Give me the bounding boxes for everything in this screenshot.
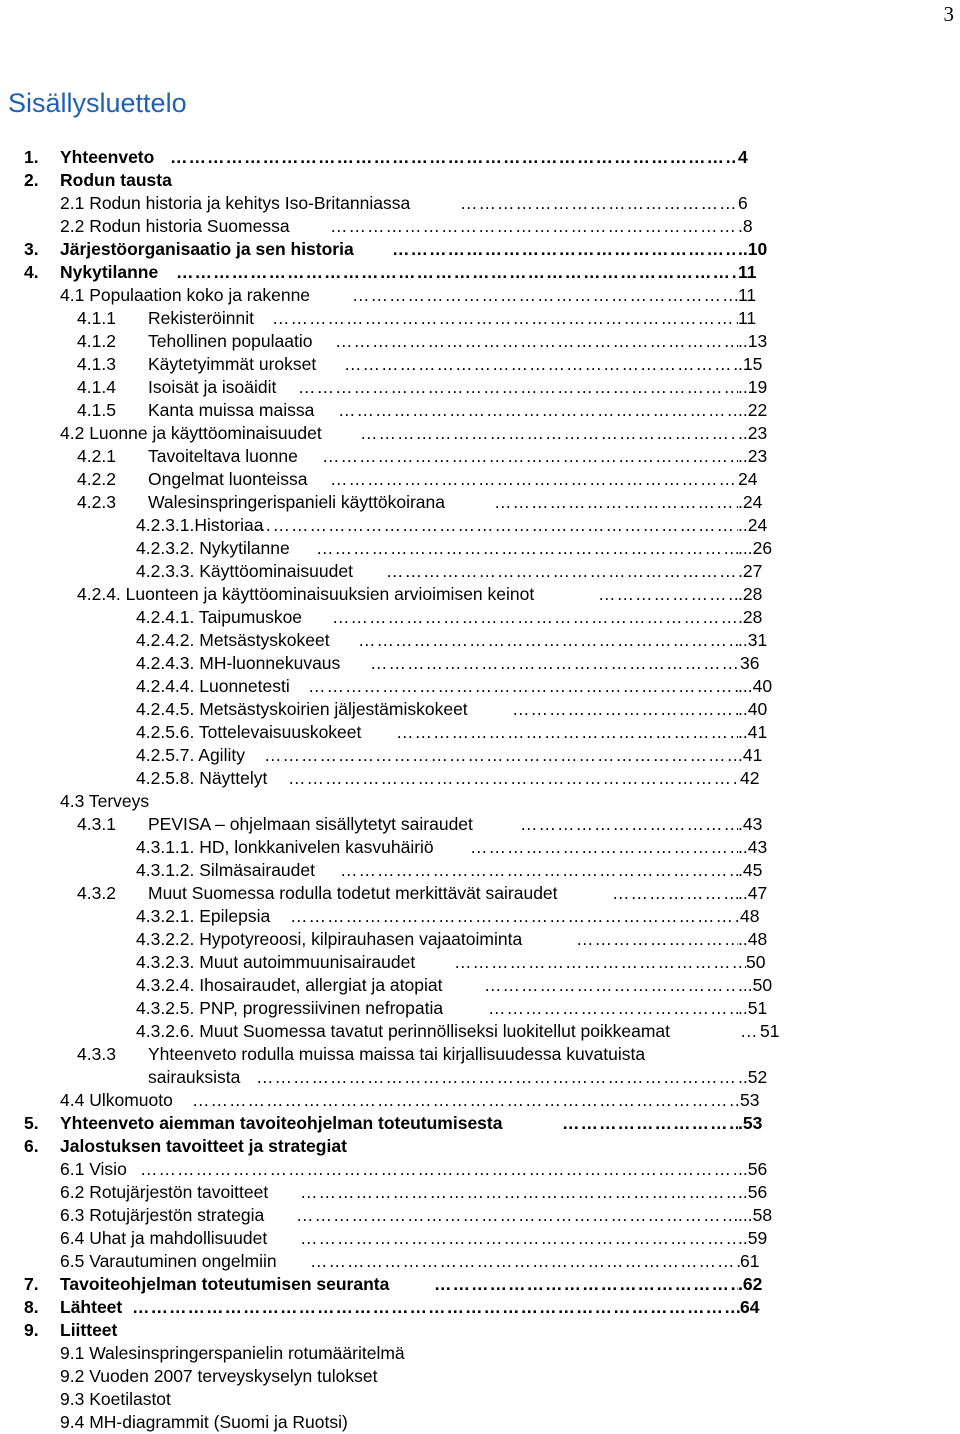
toc-entry-title: 9.2 Vuoden 2007 terveyskyselyn tulokset xyxy=(60,1366,378,1386)
toc-entry xyxy=(0,1158,960,1181)
toc-entry xyxy=(0,1204,960,1227)
toc-entry-page: ...26 xyxy=(738,538,773,558)
toc-entry xyxy=(0,1020,960,1043)
toc-entry-title: 9.4 MH-diagrammit (Suomi ja Ruotsi) xyxy=(60,1412,348,1432)
toc-entry-title: 4.2.4.2. Metsästyskokeet xyxy=(136,630,330,650)
toc-entry-title: Tehollinen populaatio xyxy=(148,331,313,351)
toc-entry xyxy=(0,1181,960,1204)
toc-entry-page: .15 xyxy=(738,354,763,374)
toc-entry-title: 6.5 Varautuminen ongelmiin xyxy=(60,1251,277,1271)
toc-entry-title: 4.2.3.2. Nykytilanne xyxy=(136,538,290,558)
toc-dot-leader xyxy=(454,951,746,974)
toc-entry-title: Käytetyimmät urokset xyxy=(148,354,317,374)
toc-entry-title: 4.1 Populaation koko ja rakenne xyxy=(60,285,311,305)
toc-entry-number: 4.3.3 xyxy=(77,1044,116,1064)
toc-dot-leader xyxy=(386,560,738,583)
toc-entry xyxy=(0,882,960,905)
toc-entry-title: sairauksista xyxy=(148,1067,241,1087)
toc-entry-page: 6 xyxy=(738,193,748,213)
toc-entry xyxy=(0,951,960,974)
toc-entry-page: 42 xyxy=(740,768,760,788)
toc-dot-leader xyxy=(740,1020,760,1043)
toc-entry xyxy=(0,997,960,1020)
toc-entry-title: 4.2.4.5. Metsästyskoirien jäljestämiskokeet xyxy=(136,699,468,719)
toc-dot-leader xyxy=(338,399,738,422)
toc-dot-leader xyxy=(176,261,738,284)
toc-dot-leader xyxy=(330,468,738,491)
toc-entry-page: .53 xyxy=(738,1113,763,1133)
toc-entry-title: Walesinspringerispanieli käyttökoirana xyxy=(148,492,445,512)
toc-entry xyxy=(0,1043,960,1066)
toc-entry xyxy=(0,537,960,560)
toc-entry xyxy=(0,974,960,997)
toc-entry-page: ..47 xyxy=(738,883,768,903)
toc-entry xyxy=(0,1112,960,1135)
toc-entry-number: 4.2.1 xyxy=(77,446,116,466)
toc-entry-number: 4.1.5 xyxy=(77,400,116,420)
toc-entry-title: 6.3 Rotujärjestön strategia xyxy=(60,1205,265,1225)
toc-entry-title: 4.3.2.5. PNP, progressiivinen nefropatia xyxy=(136,998,444,1018)
toc-entry-title: Yhteenveto rodulla muissa maissa tai kirjallisuudessa kuvatuista xyxy=(148,1044,646,1064)
toc-entry-number: 8. xyxy=(24,1297,39,1317)
toc-dot-leader xyxy=(460,192,738,215)
toc-entry xyxy=(0,744,960,767)
toc-entry-page: 36 xyxy=(740,653,760,673)
toc-entry xyxy=(0,1273,960,1296)
toc-entry-title: 4.2.3.3. Käyttöominaisuudet xyxy=(136,561,353,581)
toc-entry xyxy=(0,330,960,353)
toc-entry-page: ...58 xyxy=(738,1205,773,1225)
toc-entry-title: Yhteenveto aiemman tavoiteohjelman toteutumisesta xyxy=(60,1113,503,1133)
toc-dot-leader xyxy=(332,606,738,629)
toc-entry-title: 4.3.2.1. Epilepsia xyxy=(136,906,271,926)
toc-entry xyxy=(0,238,960,261)
toc-entry-page: .43 xyxy=(738,814,763,834)
toc-entry xyxy=(0,399,960,422)
toc-entry-page: 50 xyxy=(746,952,766,972)
toc-dot-leader xyxy=(322,445,738,468)
toc-entry-number: 4.3.1 xyxy=(77,814,116,834)
toc-entry-page: ..19 xyxy=(738,377,768,397)
toc-entry xyxy=(0,261,960,284)
toc-entry xyxy=(0,284,960,307)
toc-dot-leader xyxy=(310,1250,740,1273)
toc-entry-title: 4.3.2.3. Muut autoimmuunisairaudet xyxy=(136,952,416,972)
toc-entry xyxy=(0,215,960,238)
toc-entry-page: ..52 xyxy=(738,1067,768,1087)
toc-entry-number: 5. xyxy=(24,1113,39,1133)
toc-entry-page: ..48 xyxy=(738,929,768,949)
toc-entry-title: 4.2.4.1. Taipumuskoe xyxy=(136,607,303,627)
toc-entry-page: .24 xyxy=(738,492,763,512)
toc-entry-title: 6.4 Uhat ja mahdollisuudet xyxy=(60,1228,268,1248)
toc-entry-page: 51 xyxy=(760,1021,780,1041)
toc-entry xyxy=(0,1066,960,1089)
toc-entry-number: 4.2.2 xyxy=(77,469,116,489)
toc-entry-number: 4.1.3 xyxy=(77,354,116,374)
toc-entry-title: Tavoiteltava luonne xyxy=(148,446,298,466)
page-number: 3 xyxy=(943,2,954,26)
toc-entry-page: 61 xyxy=(740,1251,760,1271)
toc-entry-title: Kanta muissa maissa xyxy=(148,400,315,420)
toc-entry-page: ..10 xyxy=(738,239,768,259)
toc-entry xyxy=(0,606,960,629)
toc-dot-leader xyxy=(598,583,738,606)
toc-entry-title: Muut Suomessa rodulla todetut merkittävät sairaudet xyxy=(148,883,558,903)
toc-entry-title: Nykytilanne xyxy=(60,262,159,282)
toc-entry-page: ...50 xyxy=(738,975,773,995)
toc-entry-title: Ongelmat luonteissa xyxy=(148,469,308,489)
toc-dot-leader xyxy=(272,307,738,330)
toc-dot-leader xyxy=(612,882,738,905)
toc-entry-title: 4.2.4. Luonteen ja käyttöominaisuuksien arvioimisen keinot xyxy=(77,584,535,604)
toc-entry-title: 4.3.1.2. Silmäsairaudet xyxy=(136,860,315,880)
toc-entry xyxy=(0,422,960,445)
toc-dot-leader xyxy=(494,491,738,514)
toc-entry-page: ..13 xyxy=(738,331,768,351)
toc-entry-page: ..56 xyxy=(738,1159,768,1179)
toc-entry-title: 4.2.5.8. Näyttelyt xyxy=(136,768,268,788)
toc-entry xyxy=(0,307,960,330)
toc-entry xyxy=(0,652,960,675)
toc-entry-title: Liitteet xyxy=(60,1320,118,1340)
toc-dot-leader xyxy=(520,813,738,836)
toc-entry-page: 53 xyxy=(740,1090,760,1110)
table-of-contents xyxy=(0,146,960,1434)
toc-entry-title: 9.1 Walesinspringerspanielin rotumääritelmä xyxy=(60,1343,405,1363)
toc-entry-page: ..31 xyxy=(738,630,768,650)
toc-entry-title: 4.3.1.1. HD, lonkkanivelen kasvuhäiriö xyxy=(136,837,434,857)
toc-entry-number: 4.3.2 xyxy=(77,883,116,903)
toc-dot-leader xyxy=(254,514,738,537)
toc-entry-title: PEVISA – ohjelmaan sisällytetyt sairaudet xyxy=(148,814,473,834)
toc-entry xyxy=(0,192,960,215)
toc-entry-title: Tavoiteohjelman toteutumisen seuranta xyxy=(60,1274,390,1294)
toc-entry-page: ..51 xyxy=(738,998,768,1018)
toc-dot-leader xyxy=(512,698,738,721)
toc-entry xyxy=(0,1411,960,1434)
toc-entry xyxy=(0,583,960,606)
toc-entry-title: 6.1 Visio xyxy=(60,1159,127,1179)
toc-entry-number: 3. xyxy=(24,239,39,259)
toc-entry-page: .28 xyxy=(738,584,763,604)
toc-entry-page: .27 xyxy=(738,561,763,581)
toc-entry-page: ..43 xyxy=(738,837,768,857)
toc-dot-leader xyxy=(562,1112,738,1135)
toc-dot-leader xyxy=(300,1181,738,1204)
toc-dot-leader xyxy=(256,1066,738,1089)
toc-dot-leader xyxy=(132,1296,740,1319)
toc-entry xyxy=(0,376,960,399)
toc-entry xyxy=(0,675,960,698)
toc-entry xyxy=(0,721,960,744)
toc-entry-number: 9. xyxy=(24,1320,39,1340)
toc-entry xyxy=(0,767,960,790)
toc-entry-title: 4.2.4.3. MH-luonnekuvaus xyxy=(136,653,341,673)
toc-entry-title: Rodun tausta xyxy=(60,170,172,190)
toc-entry-number: 4.1.1 xyxy=(77,308,116,328)
toc-entry-title: 2.2 Rodun historia Suomessa xyxy=(60,216,290,236)
toc-entry-page: ..23 xyxy=(738,446,768,466)
toc-entry-number: 4.2.3 xyxy=(77,492,116,512)
toc-entry xyxy=(0,1250,960,1273)
toc-entry xyxy=(0,905,960,928)
toc-dot-leader xyxy=(290,905,740,928)
toc-entry-title: 4.4 Ulkomuoto xyxy=(60,1090,173,1110)
toc-dot-leader xyxy=(296,1204,738,1227)
page-title: Sisällysluettelo xyxy=(8,88,187,118)
toc-dot-leader xyxy=(484,974,738,997)
toc-entry-page: 11 xyxy=(738,262,757,282)
toc-dot-leader xyxy=(434,1273,738,1296)
toc-entry-page: ..41 xyxy=(738,722,768,742)
toc-entry-title: 2.1 Rodun historia ja kehitys Iso-Britanniassa xyxy=(60,193,411,213)
toc-entry-title: Järjestöorganisaatio ja sen historia xyxy=(60,239,354,259)
toc-entry-title: 4.2.4.4. Luonnetesti xyxy=(136,676,290,696)
toc-entry-number: 4.1.4 xyxy=(77,377,116,397)
toc-entry-page: ..22 xyxy=(738,400,768,420)
toc-entry-title: 4.3.2.2. Hypotyreoosi, kilpirauhasen vajaatoiminta xyxy=(136,929,523,949)
toc-entry-title: 9.3 Koetilastot xyxy=(60,1389,171,1409)
toc-entry-page: .41 xyxy=(738,745,763,765)
toc-entry-page: ..40 xyxy=(738,699,768,719)
toc-entry-page: 11 xyxy=(738,285,757,305)
toc-dot-leader xyxy=(192,1089,740,1112)
toc-entry-page: ..23 xyxy=(738,423,768,443)
toc-dot-leader xyxy=(308,675,738,698)
toc-entry-number: 2. xyxy=(24,170,39,190)
toc-entry-title: 4.2.5.6. Tottelevaisuuskokeet xyxy=(136,722,362,742)
toc-entry-title: 4.3.2.4. Ihosairaudet, allergiat ja atopiat xyxy=(136,975,443,995)
toc-entry-page: .45 xyxy=(738,860,763,880)
toc-entry-number: 4. xyxy=(24,262,39,282)
toc-entry-page: 4 xyxy=(738,147,748,167)
toc-entry xyxy=(0,560,960,583)
toc-entry-number: 6. xyxy=(24,1136,39,1156)
toc-entry-number: 4.1.2 xyxy=(77,331,116,351)
toc-dot-leader xyxy=(298,376,738,399)
toc-dot-leader xyxy=(335,330,738,353)
toc-entry-title: 4.2 Luonne ja käyttöominaisuudet xyxy=(60,423,322,443)
toc-dot-leader xyxy=(392,238,738,261)
toc-dot-leader xyxy=(140,1158,738,1181)
toc-entry xyxy=(0,790,960,813)
toc-entry xyxy=(0,1388,960,1411)
toc-entry xyxy=(0,1135,960,1158)
toc-entry-page: .8 xyxy=(738,216,753,236)
toc-entry xyxy=(0,1319,960,1342)
toc-entry-page: ...40 xyxy=(738,676,773,696)
toc-entry xyxy=(0,1365,960,1388)
toc-dot-leader xyxy=(316,537,738,560)
toc-entry xyxy=(0,514,960,537)
toc-entry-title: 6.2 Rotujärjestön tavoitteet xyxy=(60,1182,269,1202)
toc-dot-leader xyxy=(352,284,738,307)
toc-entry xyxy=(0,1296,960,1319)
toc-dot-leader xyxy=(358,629,738,652)
toc-dot-leader xyxy=(264,744,738,767)
toc-entry xyxy=(0,859,960,882)
toc-entry-page: ..24 xyxy=(738,515,768,535)
toc-entry-title: 4.3.2.6. Muut Suomessa tavatut perinnölliseksi luokitellut poikkeamat xyxy=(136,1021,671,1041)
toc-entry-title: Rekisteröinnit xyxy=(148,308,255,328)
toc-entry xyxy=(0,353,960,376)
toc-entry xyxy=(0,698,960,721)
toc-entry-page: .62 xyxy=(738,1274,763,1294)
toc-entry-title: 4.3 Terveys xyxy=(60,791,150,811)
toc-entry xyxy=(0,169,960,192)
toc-entry xyxy=(0,1227,960,1250)
toc-entry xyxy=(0,468,960,491)
toc-entry xyxy=(0,813,960,836)
toc-dot-leader xyxy=(396,721,738,744)
toc-entry-number: 7. xyxy=(24,1274,39,1294)
toc-entry-title: 4.2.3.1.Historiaa xyxy=(136,515,264,535)
toc-entry-page: 48 xyxy=(740,906,760,926)
toc-entry-page: 11 xyxy=(738,308,757,328)
toc-entry xyxy=(0,629,960,652)
toc-entry-page: ..59 xyxy=(738,1228,768,1248)
toc-dot-leader xyxy=(360,422,738,445)
toc-dot-leader xyxy=(288,767,740,790)
toc-entry xyxy=(0,491,960,514)
toc-dot-leader xyxy=(170,146,738,169)
toc-dot-leader xyxy=(344,353,738,376)
toc-dot-leader xyxy=(340,859,738,882)
toc-entry-page: 64 xyxy=(740,1297,760,1317)
toc-entry xyxy=(0,928,960,951)
toc-entry xyxy=(0,445,960,468)
toc-entry-page: .28 xyxy=(738,607,763,627)
toc-entry xyxy=(0,146,960,169)
toc-entry-page: ..56 xyxy=(738,1182,768,1202)
toc-entry xyxy=(0,1089,960,1112)
toc-entry-number: 1. xyxy=(24,147,39,167)
toc-entry-page: 24 xyxy=(738,469,758,489)
toc-entry-title: Jalostuksen tavoitteet ja strategiat xyxy=(60,1136,347,1156)
toc-dot-leader xyxy=(470,836,738,859)
toc-entry-title: 4.2.5.7. Agility xyxy=(136,745,245,765)
toc-entry-title: Isoisät ja isoäidit xyxy=(148,377,277,397)
toc-entry-title: Lähteet xyxy=(60,1297,123,1317)
toc-entry-title: Yhteenveto xyxy=(60,147,155,167)
toc-dot-leader xyxy=(370,652,740,675)
toc-dot-leader xyxy=(330,215,738,238)
toc-entry xyxy=(0,1342,960,1365)
toc-dot-leader xyxy=(488,997,738,1020)
toc-dot-leader xyxy=(576,928,738,951)
toc-dot-leader xyxy=(300,1227,738,1250)
toc-entry xyxy=(0,836,960,859)
